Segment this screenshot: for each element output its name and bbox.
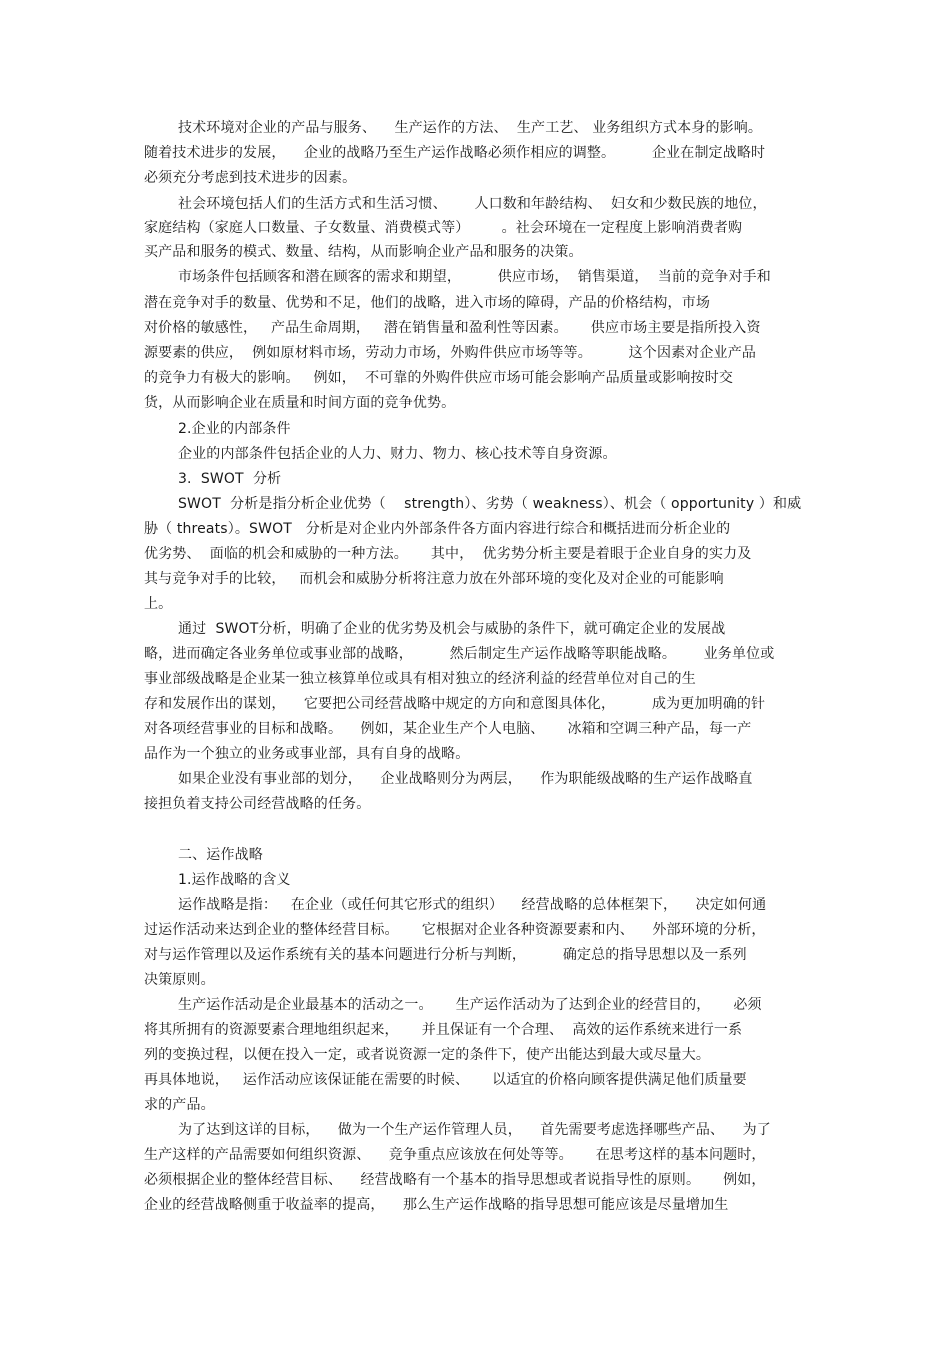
text-line: 胁（ threats）。SWOT 分析是对企业内外部条件各方面内容进行综合和概括进而分析企业的 bbox=[144, 521, 731, 537]
text-line: 货，从而影响企业在质量和时间方面的竞争优势。 bbox=[144, 395, 456, 411]
text-line: 市场条件包括顾客和潜在顾客的需求和期望， 供应市场， 销售渠道， 当前的竞争对手和 bbox=[178, 269, 771, 285]
text-line: 接担负着支持公司经营战略的任务。 bbox=[144, 796, 371, 812]
text-line: 必须充分考虑到技术进步的因素。 bbox=[144, 170, 357, 186]
text-line: 求的产品。 bbox=[144, 1097, 215, 1113]
text-line: 过运作活动来达到企业的整体经营目标。 它根据对企业各种资源要素和内、 外部环境的分析， bbox=[144, 922, 766, 938]
section-heading: 1.运作战略的含义 bbox=[178, 872, 291, 888]
text-line: 运作战略是指： 在企业（或任何其它形式的组织） 经营战略的总体框架下， 决定如何通 bbox=[178, 897, 767, 913]
text-line: 潜在竞争对手的数量、优势和不足，他们的战略，进入市场的障碍，产品的价格结构，市场 bbox=[144, 295, 710, 311]
text-line: 源要素的供应， 例如原材料市场，劳动力市场，外购件供应市场等等。 这个因素对企业产品 bbox=[144, 345, 756, 361]
text-line: 社会环境包括人们的生活方式和生活习惯、 人口数和年龄结构、 妇女和少数民族的地位， bbox=[178, 196, 767, 212]
text-line: SWOT 分析是指分析企业优势（ strength）、劣势（ weakness）、机会（ opportunity ）和威 bbox=[178, 496, 802, 512]
section-heading: 2.企业的内部条件 bbox=[178, 421, 291, 437]
text-line: 技术环境对企业的产品与服务、 生产运作的方法、 生产工艺、 业务组织方式本身的影响。 bbox=[178, 120, 763, 136]
text-line: 企业的经营战略侧重于收益率的提高， 那么生产运作战略的指导思想可能应该是尽量增加生 bbox=[144, 1197, 729, 1213]
section-heading: 3. SWOT 分析 bbox=[178, 471, 282, 487]
text-line: 生产运作活动是企业最基本的活动之一。 生产运作活动为了达到企业的经营目的， 必须 bbox=[178, 997, 762, 1013]
text-line: 对各项经营事业的目标和战略。 例如，某企业生产个人电脑、 冰箱和空调三种产品，每一产 bbox=[144, 721, 752, 737]
text-line: 将其所拥有的资源要素合理地组织起来， 并且保证有一个合理、 高效的运作系统来进行一系 bbox=[144, 1022, 743, 1038]
text-line: 略，进而确定各业务单位或事业部的战略， 然后制定生产运作战略等职能战略。 业务单位或 bbox=[144, 646, 775, 662]
text-line: 企业的内部条件包括企业的人力、财力、物力、核心技术等自身资源。 bbox=[178, 446, 617, 462]
text-line: 事业部级战略是企业某一独立核算单位或具有相对独立的经济利益的经营单位对自己的生 bbox=[144, 671, 696, 687]
text-line: 品作为一个独立的业务或事业部，具有自身的战略。 bbox=[144, 746, 470, 762]
text-line: 买产品和服务的模式、数量、结构，从而影响企业产品和服务的决策。 bbox=[144, 244, 583, 260]
text-line: 为了达到这详的目标， 做为一个生产运作管理人员， 首先需要考虑选择哪些产品、 为了 bbox=[178, 1122, 771, 1138]
chapter-heading: 二、运作战略 bbox=[178, 847, 263, 863]
text-line: 的竞争力有极大的影响。 例如， 不可靠的外购件供应市场可能会影响产品质量或影响按时交 bbox=[144, 370, 733, 386]
text-line: 生产这样的产品需要如何组织资源、 竞争重点应该放在何处等等。 在思考这样的基本问题时， bbox=[144, 1147, 766, 1163]
text-line: 优劣势、 面临的机会和威胁的一种方法。 其中， 优劣势分析主要是着眼于企业自身的实力及 bbox=[144, 546, 752, 562]
text-line: 其与竞争对手的比较， 而机会和威胁分析将注意力放在外部环境的变化及对企业的可能影响 bbox=[144, 571, 724, 587]
text-line: 通过 SWOT分析，明确了企业的优劣势及机会与威胁的条件下，就可确定企业的发展战 bbox=[178, 621, 726, 637]
text-line: 对与运作管理以及运作系统有关的基本问题进行分析与判断， 确定总的指导思想以及一系列 bbox=[144, 947, 747, 963]
text-line: 家庭结构（家庭人口数量、子女数量、消费模式等） 。社会环境在一定程度上影响消费者购 bbox=[144, 220, 743, 236]
text-line: 如果企业没有事业部的划分， 企业战略则分为两层， 作为职能级战略的生产运作战略直 bbox=[178, 771, 753, 787]
text-line: 列的变换过程，以便在投入一定，或者说资源一定的条件下，使产出能达到最大或尽量大。 bbox=[144, 1047, 710, 1063]
text-line: 存和发展作出的谋划， 它要把公司经营战略中规定的方向和意图具体化， 成为更加明确的针 bbox=[144, 696, 766, 712]
text-line: 再具体地说， 运作活动应该保证能在需要的时候、 以适宜的价格向顾客提供满足他们质量要 bbox=[144, 1072, 747, 1088]
text-line: 必须根据企业的整体经营目标、 经营战略有一个基本的指导思想或者说指导性的原则。 例如， bbox=[144, 1172, 766, 1188]
text-line: 对价格的敏感性， 产品生命周期， 潜在销售量和盈利性等因素。 供应市场主要是指所投入资 bbox=[144, 320, 761, 336]
text-line: 决策原则。 bbox=[144, 972, 215, 988]
text-line: 随着技术进步的发展， 企业的战略乃至生产运作战略必须作相应的调整。 企业在制定战略时 bbox=[144, 145, 766, 161]
text-line: 上。 bbox=[144, 596, 173, 612]
